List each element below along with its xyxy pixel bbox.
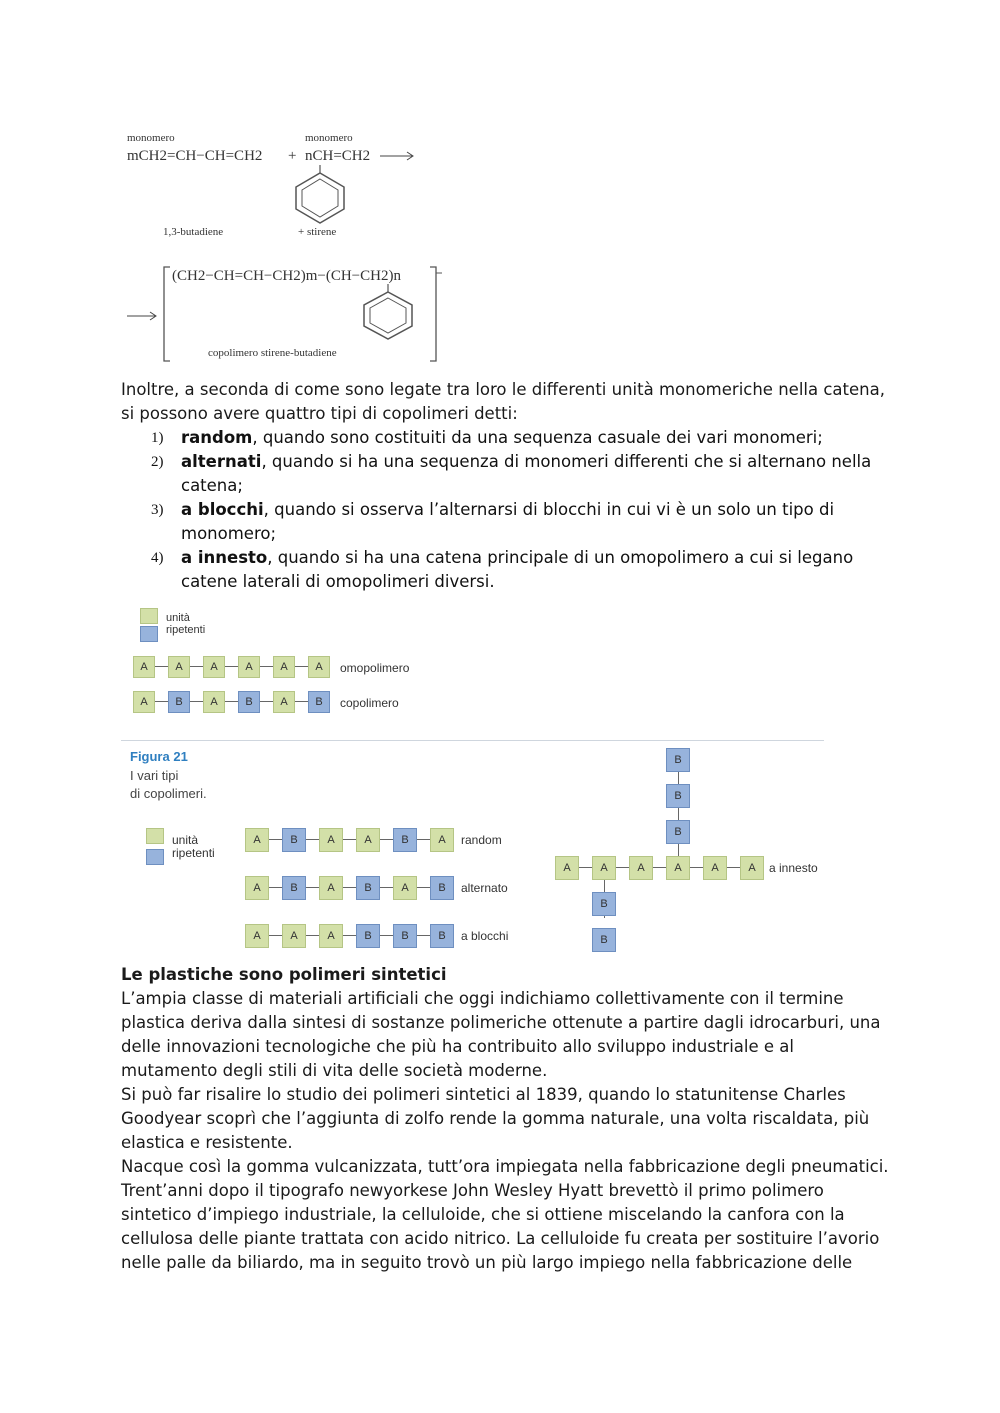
homopolymer-unit-a: A [308,656,330,678]
benzene-ring-icon [292,165,352,225]
list-item [181,498,881,546]
list-text: , quando sono costituiti da una sequenza casuale dei vari monomeri; [252,428,823,447]
legend-text: unità ripetenti [166,612,206,636]
random-bond [306,839,319,840]
list-number: 1) [151,430,164,446]
block-unit-b: B [430,924,454,948]
monomer1-label: monomero [127,132,175,144]
product-arrow-icon [127,310,159,322]
body-line: delle innovazioni tecnologiche che più ha contribuito allo sviluppo industriale e al [121,1037,794,1056]
legend-swatch-b [146,849,164,865]
copolymer-bond [225,701,238,702]
copolymer-unit-b: B [308,691,330,713]
copolymer-unit-b: B [238,691,260,713]
alternating-unit-b: B [356,876,380,900]
list-item [181,450,881,498]
copolymer-unit-a: A [273,691,295,713]
graft-main-unit-a: A [666,856,690,880]
copolymer-bond [155,701,168,702]
alternating-bond [417,887,430,888]
homopolymer-label: omopolimero [340,661,410,675]
random-unit-a: A [356,828,380,852]
graft-branch-down-unit-b: B [592,892,616,916]
block-unit-b: B [393,924,417,948]
product-formula: (CH2−CH=CH−CH2)m−(CH−CH2)n [172,268,401,284]
alternating-unit-b: B [282,876,306,900]
random-bond [343,839,356,840]
block-bond [417,935,430,936]
graft-branch-up-unit-b: B [666,784,690,808]
body-line: Nacque così la gomma vulcanizzata, tutt’ora impiegata nella fabbricazione degli pneumatici. [121,1157,889,1176]
legend-swatch-a [140,608,158,624]
copolymer-bond [295,701,308,702]
list-text: , quando si ha una sequenza di monomeri differenti che si alternano nella catena; [181,452,872,495]
product-name: copolimero stirene-butadiene [208,347,337,359]
block-bond [343,935,356,936]
copolymer-unit-a: A [133,691,155,713]
body-text [121,987,891,1275]
homopolymer-bond [190,666,203,667]
body-line: Trent’anni dopo il tipografo newyorkese John Wesley Hyatt brevettò il primo polimero [121,1181,824,1200]
random-bond [380,839,393,840]
list-item [181,426,881,450]
figure-title: Figura 21 [130,749,188,764]
random-unit-b: B [282,828,306,852]
alternating-bond [380,887,393,888]
block-bond [306,935,319,936]
graft-main-unit-a: A [740,856,764,880]
body-line: nelle palle da biliardo, ma in seguito trovò un più largo impiego nella fabbricazione delle [121,1253,853,1272]
body-line: plastica deriva dalla sintesi di sostanze polimeriche ottenute a partire dagli idrocarburi, una [121,1013,881,1032]
graft-main-unit-a: A [555,856,579,880]
figure-divider [121,740,824,741]
list-text: , quando si ha una catena principale di un omopolimero a cui si legano catene laterali di omopolimeri diversi. [181,548,854,591]
body-line: cellulosa delle piante trattata con acido nitrico. La celluloide fu creata per sostituire l’avorio [121,1229,880,1248]
alternating-unit-a: A [393,876,417,900]
graft-branch-up-unit-b: B [666,748,690,772]
homopolymer-bond [225,666,238,667]
legend-text: unità ripetenti [172,833,215,860]
graft-main-unit-a: A [629,856,653,880]
block-unit-b: B [356,924,380,948]
body-line: mutamento degli stili di vita delle società moderne. [121,1061,548,1080]
block-unit-a: A [282,924,306,948]
copolymer-bond [260,701,273,702]
body-line: Goodyear scoprì che l’aggiunta di zolfo rende la gomma naturale, una volta riscaldata, più [121,1109,870,1128]
copolymer-bond [190,701,203,702]
alternating-bond [306,887,319,888]
copolymer-unit-a: A [203,691,225,713]
product-benzene-ring-icon [360,284,420,342]
random-unit-a: A [245,828,269,852]
figure-caption: I vari tipi di copolimeri. [130,768,207,801]
body-line: Si può far risalire lo studio dei polimeri sintetici al 1839, quando lo statunitense Charles [121,1085,846,1104]
plus-sign: + [288,148,297,164]
graft-main-bond [579,867,592,868]
homopolymer-unit-a: A [238,656,260,678]
graft-main-unit-a: A [703,856,727,880]
homopolymer-bond [295,666,308,667]
reaction-arrow-icon [380,150,416,162]
graft-main-unit-a: A [592,856,616,880]
body-line: L’ampia classe di materiali artificiali che oggi indichiamo collettivamente con il termine [121,989,844,1008]
block-label: a blocchi [461,929,509,943]
random-label: random [461,833,502,847]
legend-swatch-a [146,828,164,844]
monomer1-formula: mCH2=CH−CH=CH2 [127,148,263,164]
body-line: sintetico d’impiego industriale, la celluloide, che si ottiene miscelando la canfora con la [121,1205,845,1224]
homopolymer-unit-a: A [168,656,190,678]
list-term: alternati [181,452,262,471]
legend-swatch-b [140,626,158,642]
random-unit-b: B [393,828,417,852]
alternating-bond [343,887,356,888]
monomer2-formula: nCH=CH2 [305,148,371,164]
block-unit-a: A [319,924,343,948]
homopolymer-unit-a: A [133,656,155,678]
random-unit-a: A [430,828,454,852]
list-number: 2) [151,454,164,470]
block-unit-a: A [245,924,269,948]
random-bond [269,839,282,840]
homopolymer-unit-a: A [273,656,295,678]
body-line: elastica e resistente. [121,1133,293,1152]
list-item [181,546,881,594]
homopolymer-bond [260,666,273,667]
alternating-unit-a: A [319,876,343,900]
graft-main-bond [690,867,703,868]
right-bracket-icon [428,265,444,363]
list-number: 3) [151,502,164,518]
alternating-unit-a: A [245,876,269,900]
alternating-label: alternato [461,881,508,895]
graft-main-bond [727,867,740,868]
graft-branch-down-unit-b: B [592,928,616,952]
section-title: Le plastiche sono polimeri sintetici [121,965,447,984]
butadiene-name: 1,3-butadiene [163,226,224,238]
monomer2-label: monomero [305,132,353,144]
list-number: 4) [151,550,164,566]
copolymer-label: copolimero [340,696,399,710]
list-text: , quando si osserva l’alternarsi di blocchi in cui vi è un solo un tipo di monomero; [181,500,835,543]
left-bracket-icon [160,265,172,363]
graft-branch-up-unit-b: B [666,820,690,844]
list-term: a innesto [181,548,268,567]
random-bond [417,839,430,840]
block-bond [380,935,393,936]
graft-label: a innesto [769,861,818,875]
list-term: a blocchi [181,500,264,519]
random-unit-a: A [319,828,343,852]
alternating-unit-b: B [430,876,454,900]
alternating-bond [269,887,282,888]
graft-main-bond [616,867,629,868]
block-bond [269,935,282,936]
homopolymer-bond [155,666,168,667]
graft-main-bond [653,867,666,868]
homopolymer-unit-a: A [203,656,225,678]
list-term: random [181,428,253,447]
intro-paragraph: Inoltre, a seconda di come sono legate tra loro le differenti unità monomeriche nella catena, si possono avere quattro tipi di copolimeri detti: [121,380,885,423]
styrene-name: + stirene [298,226,337,238]
copolymer-unit-b: B [168,691,190,713]
